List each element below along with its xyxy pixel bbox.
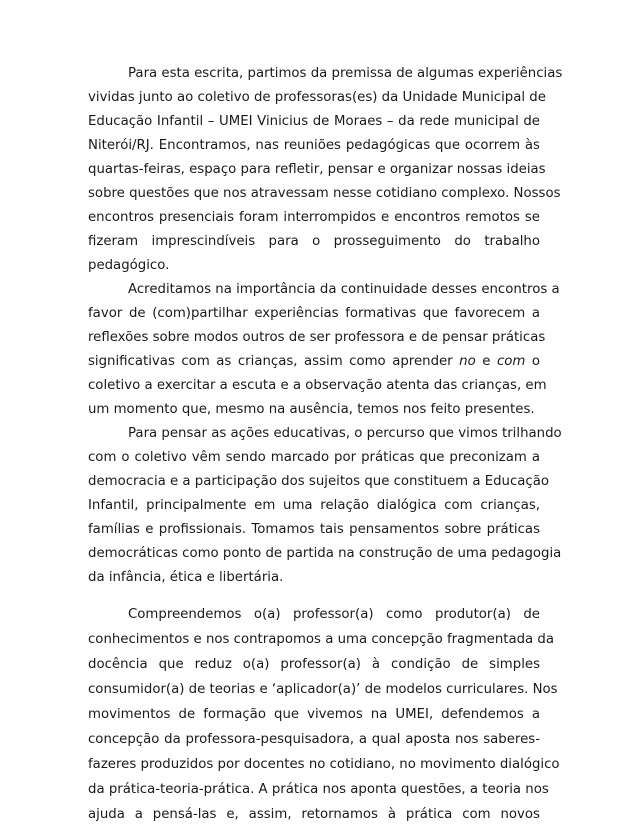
text-line: da prática-teoria-prática. A prática nos aponta questões, a teoria nos [88,782,549,797]
text-line: movimentos de formação que vivemos na UMEI, defendemos a [88,707,540,722]
text-line: conhecimentos e nos contrapomos a uma concepção fragmentada da [88,632,555,647]
italic-word: no [459,354,476,369]
italic-word: com [496,354,526,369]
text-line: Niterói/RJ. Encontramos, nas reuniões pedagógicas que ocorrem às [88,138,540,153]
text-line: sobre questões que nos atravessam nesse cotidiano complexo. Nossos [88,186,561,201]
text-line: quartas-feiras, espaço para refletir, pensar e organizar nossas ideias [88,162,546,177]
text-line: ajuda a pensá-las e, assim, retornamos à prática com novos [88,807,540,822]
text-line: coletivo a exercitar a escuta e a observação atenta das crianças, em [88,378,547,393]
paragraph-4 [88,602,560,827]
text-line: com o coletivo vêm sendo marcado por práticas que preconizam a [88,450,540,465]
text-line-mixed [88,350,540,374]
text-line: fazeres produzidos por docentes no cotidiano, no movimento dialógico [88,757,560,772]
text-line: consumidor(a) de teorias e ‘aplicador(a)’ de modelos curriculares. Nos [88,682,558,697]
text-line: favor de (com)partilhar experiências formativas que favorecem a [88,306,540,321]
text-line: famílias e profissionais. Tomamos tais pensamentos sobre práticas [88,522,540,537]
document-page [88,62,563,827]
text-line: Educação Infantil – UMEI Vinicius de Moraes – da rede municipal de [88,114,540,129]
text-line: um momento que, mesmo na ausência, temos nos feito presentes. [88,402,535,417]
text-run: e [482,354,491,369]
text-line: concepção da professora-pesquisadora, a qual aposta nos saberes- [88,732,540,747]
text-line: Para esta escrita, partimos da premissa de algumas experiências [128,66,563,81]
text-line: Acreditamos na importância da continuidade desses encontros a [128,282,560,297]
paragraph-1 [88,62,563,278]
paragraph-2 [88,278,560,422]
text-line: da infância, ética e libertária. [88,570,284,585]
paragraph-gap [88,590,540,602]
text-line: docência que reduz o(a) professor(a) à condição de simples [88,657,540,672]
text-line: vividas junto ao coletivo de professoras(es) da Unidade Municipal de [88,90,546,105]
text-line: Infantil, principalmente em uma relação dialógica com crianças, [88,498,540,513]
paragraph-3 [88,422,562,590]
text-run: o [531,354,541,369]
text-line: pedagógico. [88,258,170,273]
text-line: democracia e a participação dos sujeitos que constituem a Educação [88,474,550,489]
text-run: significativas com as crianças, assim como aprender [88,354,453,369]
text-line: reflexões sobre modos outros de ser professora e de pensar práticas [88,330,546,345]
text-line: Compreendemos o(a) professor(a) como produtor(a) de [128,607,540,622]
text-line: encontros presenciais foram interrompidos e encontros remotos se [88,210,540,225]
text-line: Para pensar as ações educativas, o percurso que vimos trilhando [128,426,562,441]
text-line: fizeram imprescindíveis para o prosseguimento do trabalho [88,234,540,249]
text-line: democráticas como ponto de partida na construção de uma pedagogia [88,546,562,561]
